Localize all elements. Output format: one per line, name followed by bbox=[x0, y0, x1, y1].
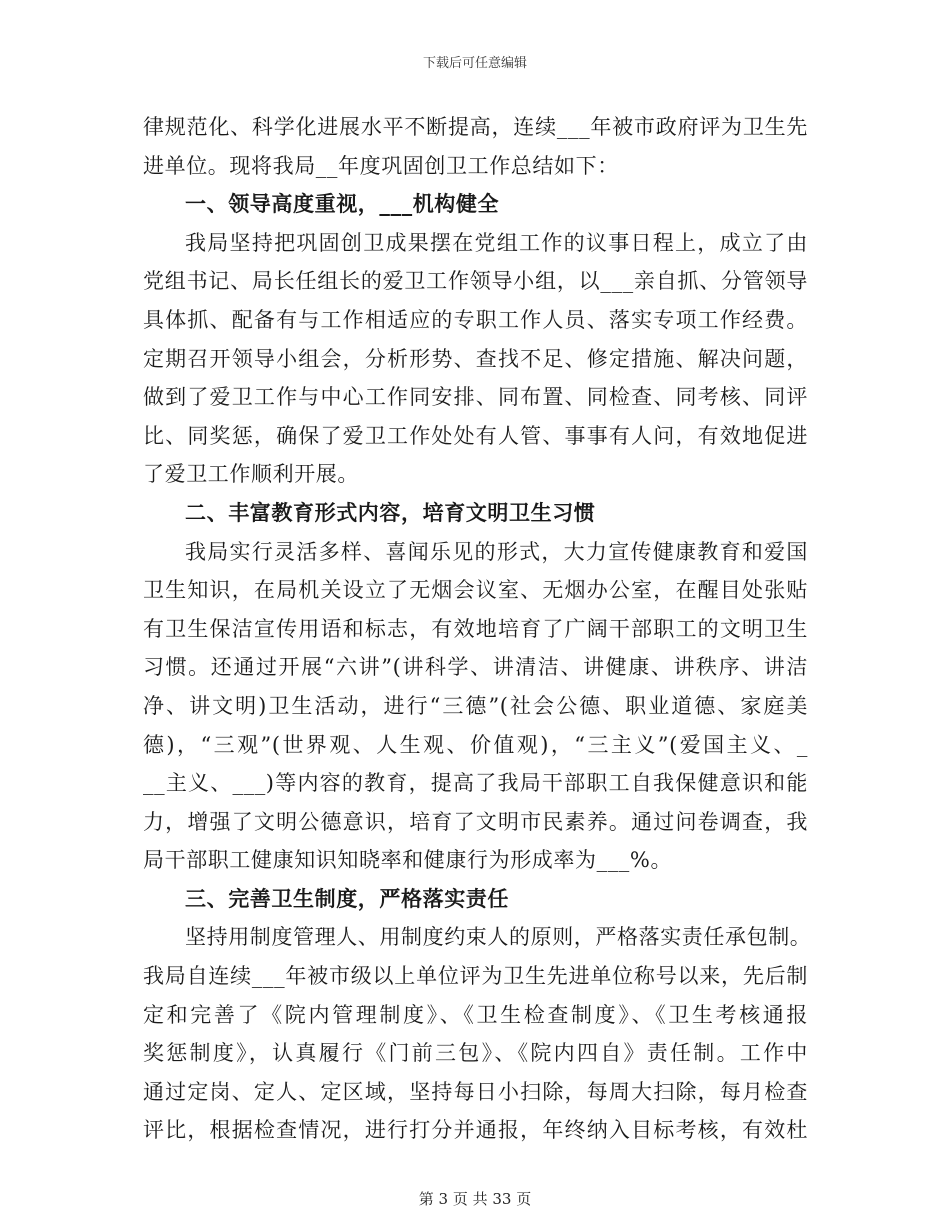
text-line: 做到了爱卫工作与中心工作同安排、同布置、同检查、同考核、同评 bbox=[143, 385, 808, 410]
text-line: 定期召开领导小组会，分析形势、查找不足、修定措施、解决问题， bbox=[143, 346, 808, 371]
text-line: 局干部职工健康知识知晓率和健康行为形成率为___%。 bbox=[143, 848, 673, 873]
text-line: 净、讲文明)卫生活动，进行“三德”(社会公德、职业道德、家庭美 bbox=[143, 693, 808, 718]
text-line: 律规范化、科学化进展水平不断提高，连续___年被市政府评为卫生先 bbox=[143, 115, 808, 139]
text-line: 我局实行灵活多样、喜闻乐见的形式，大力宣传健康教育和爱国 bbox=[185, 539, 808, 564]
text-line: 进单位。现将我局__年度巩固创卫工作总结如下： bbox=[143, 153, 619, 178]
text-line: 有卫生保洁宣传用语和标志，有效地培育了广阔干部职工的文明卫生 bbox=[143, 616, 808, 641]
text-line: 我局坚持把巩固创卫成果摆在党组工作的议事日程上，成立了由 bbox=[185, 230, 808, 255]
section-heading: 三、完善卫生制度，严格落实责任 bbox=[185, 886, 509, 911]
text-line: 我局自连续___年被市级以上单位评为卫生先进单位称号以来，先后制 bbox=[143, 964, 808, 989]
text-line: 评比，根据检查情况，进行打分并通报，年终纳入目标考核，有效杜 bbox=[143, 1118, 808, 1143]
text-line: __主义、___)等内容的教育，提高了我局干部职工自我保健意识和能 bbox=[143, 771, 808, 796]
section-heading: 二、丰富教育形式内容，培育文明卫生习惯 bbox=[185, 500, 596, 525]
text-line: 德)，“三观”(世界观、人生观、价值观)，“三主义”(爱国主义、_ bbox=[143, 732, 808, 757]
section-heading: 一、领导高度重视，___机构健全 bbox=[185, 192, 500, 217]
document-body bbox=[143, 108, 812, 1150]
page-footer: 第 3 页 共 33 页 bbox=[418, 1190, 532, 1208]
text-line: 党组书记、局长任组长的爱卫工作领导小组，以___亲自抓、分管领导 bbox=[143, 269, 808, 294]
text-line: 通过定岗、定人、定区域，坚持每日小扫除，每周大扫除，每月检查 bbox=[143, 1079, 808, 1104]
text-line: 定和完善了《院内管理制度》、《卫生检查制度》、《卫生考核通报 bbox=[143, 1002, 808, 1027]
text-line: 力，增强了文明公德意识，培育了文明市民素养。通过问卷调查，我 bbox=[143, 809, 808, 834]
text-line: 了爱卫工作顺利开展。 bbox=[143, 462, 359, 487]
text-line: 奖惩制度》，认真履行《门前三包》、《院内四自》责任制。工作中 bbox=[143, 1041, 808, 1066]
text-line: 卫生知识，在局机关设立了无烟会议室、无烟办公室，在醒目处张贴 bbox=[143, 578, 808, 603]
text-line: 比、同奖惩，确保了爱卫工作处处有人管、事事有人问，有效地促进 bbox=[143, 423, 808, 448]
text-line: 具体抓、配备有与工作相适应的专职工作人员、落实专项工作经费。 bbox=[143, 307, 808, 332]
text-line: 习惯。还通过开展“六讲”(讲科学、讲清洁、讲健康、讲秩序、讲洁 bbox=[143, 655, 808, 680]
page-header: 下载后可任意编辑 bbox=[422, 56, 527, 71]
text-line: 坚持用制度管理人、用制度约束人的原则，严格落实责任承包制。 bbox=[185, 925, 812, 950]
